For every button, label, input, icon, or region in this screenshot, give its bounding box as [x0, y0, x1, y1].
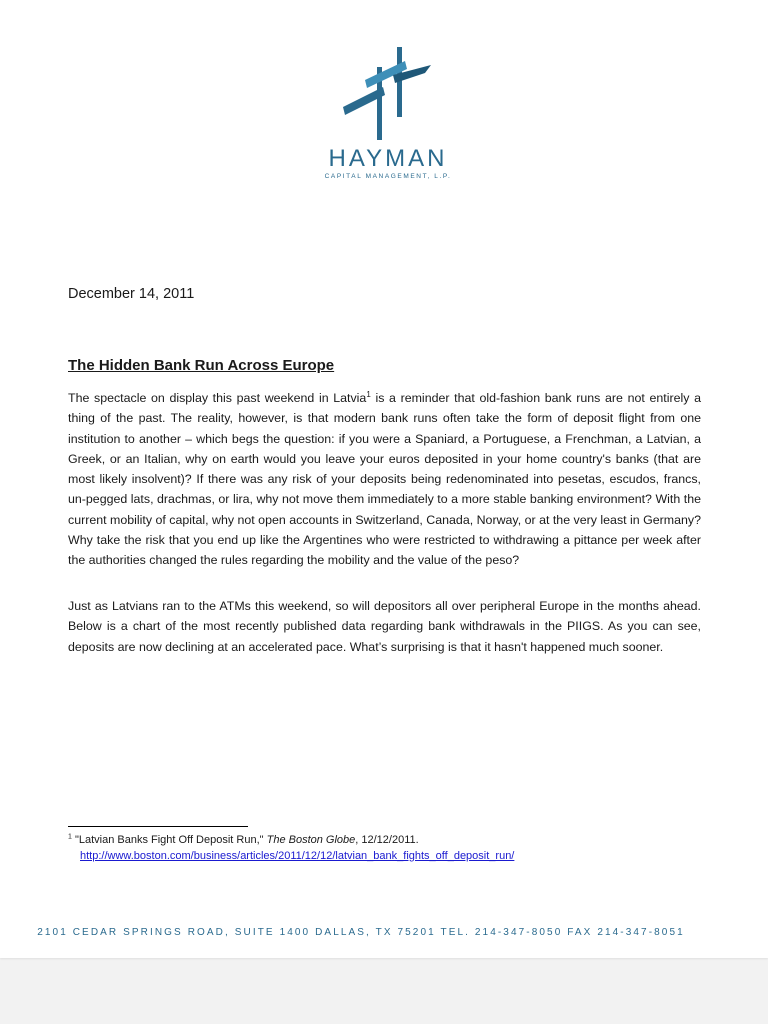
footnote-publication: The Boston Globe — [266, 834, 356, 846]
paragraph-2: Just as Latvians ran to the ATMs this weekend, so will depositors all over peripheral Europe in the months ahead. Below is a chart of the most recently published data regarding bank withdrawals in the PIIGS. As you can see, deposits are now declining at an accelerated pace. What’s surprising is that it hasn't happened much sooner. — [68, 599, 701, 654]
footnote-date: , 12/12/2011. — [355, 834, 419, 846]
footnote-reference[interactable]: 1 — [366, 389, 371, 399]
brand-subtitle: CAPITAL MANAGEMENT, L.P. — [324, 173, 452, 180]
footer-address: 2101 CEDAR SPRINGS ROAD, SUITE 1400 DALLAS, TX 75201 TEL. 214-347-8050 FAX 214-347-8051 — [37, 927, 685, 938]
letter-date: December 14, 2011 — [68, 286, 195, 302]
paragraph-1-text-start: The spectacle on display this past weekend in Latvia — [68, 391, 367, 405]
letter-title: The Hidden Bank Run Across Europe — [68, 357, 335, 374]
paragraph-1 — [68, 388, 701, 571]
footnote-link[interactable]: http://www.boston.com/business/articles/2011/12/12/latvian_bank_fights_off_deposit_run/ — [80, 850, 515, 862]
paragraph-1-text-end: is a reminder that old-fashion bank runs are not entirely a thing of the past. The reality, however, is that modern bank runs often take the form of deposit flight from one institution to another – which begs the question: if you were a Spaniard, a Portuguese, a Frenchman, a Latvian, a Greek, or an Italian, why on earth would you leave your euros deposited in your home country's banks (that are most likely insolvent)? If there was any risk of your deposits being redenominated into pesetas, escudos, francs, un-pegged lats, drachmas, or lira, why not move them immediately to a more stable banking environment? With the current mobility of capital, why not open accounts in Switzerland, Canada, Norway, or at the very least in Germany? Why take the risk that you end up like the Argentines who were restricted to withdrawing a pittance per week after the authorities changed the rules regarding the mobility and the value of the peso? — [68, 391, 701, 568]
footnote-quote: "Latvian Banks Fight Off Deposit Run," — [71, 834, 267, 846]
brand-name: HAYMAN — [328, 145, 448, 172]
footnote-number: 1 — [68, 833, 72, 841]
hayman-h-logo-icon — [335, 45, 445, 140]
footnote — [68, 832, 708, 864]
footnote-divider — [68, 826, 248, 827]
